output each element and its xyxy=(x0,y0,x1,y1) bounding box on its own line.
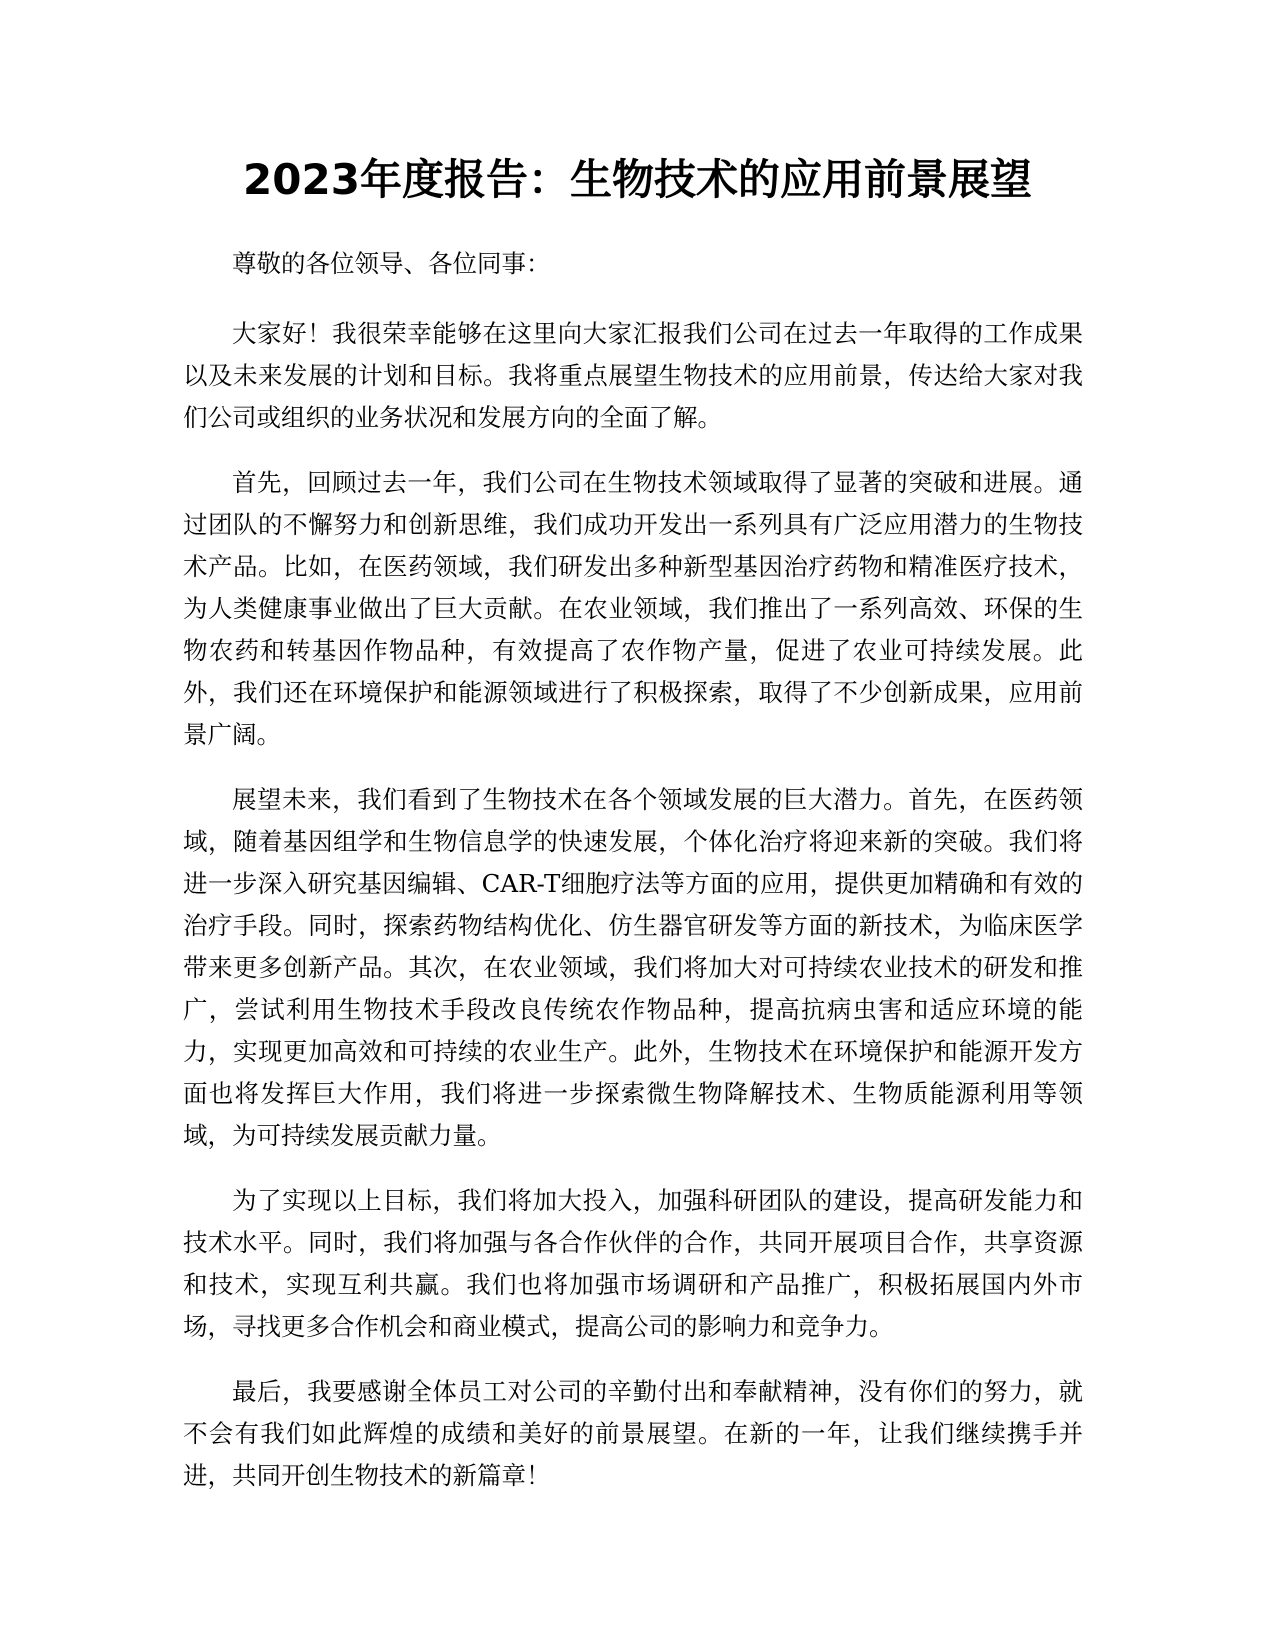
body-paragraph-closing: 最后，我要感谢全体员工对公司的辛勤付出和奉献精神，没有你们的努力，就不会有我们如此辉煌的成绩和美好的前景展望。在新的一年，让我们继续携手并进，共同开创生物技术的新篇章！ xyxy=(183,1377,1083,1490)
body-paragraph-review: 首先，回顾过去一年，我们公司在生物技术领域取得了显著的突破和进展。通过团队的不懈努力和创新思维，我们成功开发出一系列具有广泛应用潜力的生物技术产品。比如，在医药领域，我们研发出多种新型基因治疗药物和精准医疗技术，为人类健康事业做出了巨大贡献。在农业领域，我们推出了一系列高效、环保的生物农药和转基因作物品种，有效提高了农作物产量，促进了农业可持续发展。此外，我们还在环境保护和能源领域进行了积极探索，取得了不少创新成果，应用前景广阔。 xyxy=(183,468,1083,749)
body-paragraph-plan: 为了实现以上目标，我们将加大投入，加强科研团队的建设，提高研发能力和技术水平。同时，我们将加强与各合作伙伴的合作，共同开展项目合作，共享资源和技术，实现互利共赢。我们也将加强市场调研和产品推广，积极拓展国内外市场，寻找更多合作机会和商业模式，提高公司的影响力和竞争力。 xyxy=(183,1186,1083,1341)
body-paragraph-outlook: 展望未来，我们看到了生物技术在各个领域发展的巨大潜力。首先，在医药领域，随着基因组学和生物信息学的快速发展，个体化治疗将迎来新的突破。我们将进一步深入研究基因编辑、CAR-T细胞疗法等方面的应用，提供更加精确和有效的治疗手段。同时，探索药物结构优化、仿生器官研发等方面的新技术，为临床医学带来更多创新产品。其次，在农业领域，我们将加大对可持续农业技术的研发和推广，尝试利用生物技术手段改良传统农作物品种，提高抗病虫害和适应环境的能力，实现更加高效和可持续的农业生产。此外，生物技术在环境保护和能源开发方面也将发挥巨大作用，我们将进一步探索微生物降解技术、生物质能源利用等领域，为可持续发展贡献力量。 xyxy=(183,785,1083,1150)
greeting-paragraph: 尊敬的各位领导、各位同事： xyxy=(232,249,551,278)
document-title: 2023年度报告：生物技术的应用前景展望 xyxy=(243,155,1032,204)
body-paragraph-intro: 大家好！我很荣幸能够在这里向大家汇报我们公司在过去一年取得的工作成果以及未来发展的计划和目标。我将重点展望生物技术的应用前景，传达给大家对我们公司或组织的业务状况和发展方向的全面了解。 xyxy=(183,319,1083,432)
document-body xyxy=(183,243,1083,1520)
